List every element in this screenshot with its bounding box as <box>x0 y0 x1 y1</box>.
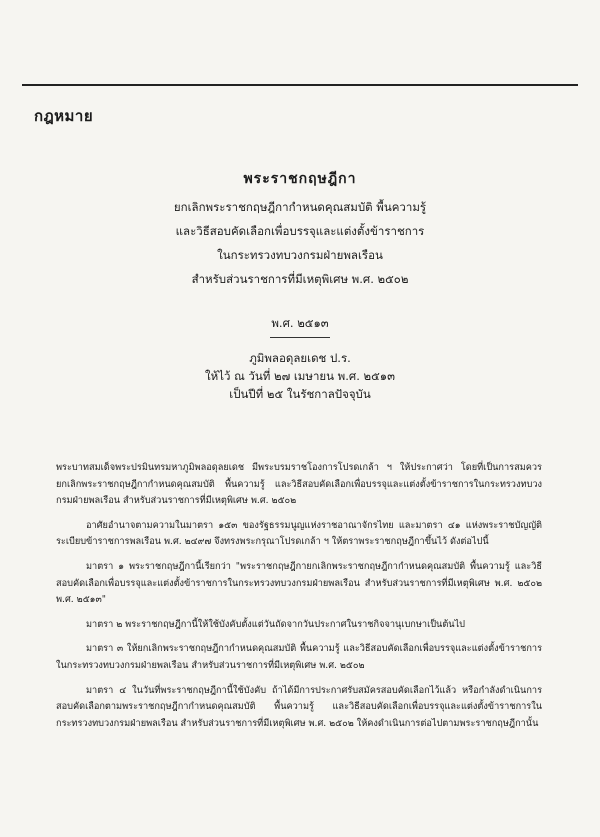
subtitle-line: ยกเลิกพระราชกฤษฎีกากำหนดคุณสมบัติ พื้นความรู้ <box>173 200 427 214</box>
subtitle-line: ในกระทรวงทบวงกรมฝ่ายพลเรือน <box>217 248 383 262</box>
decree-year <box>0 315 600 334</box>
decree-body <box>56 460 542 740</box>
signature-date: ให้ไว้ ณ วันที่ ๒๗ เมษายน พ.ศ. ๒๕๑๓ <box>205 369 395 383</box>
decree-subtitle <box>0 195 600 291</box>
subtitle-line: และวิธีสอบคัดเลือกเพื่อบรรจุและแต่งตั้งข้าราชการ <box>175 224 425 238</box>
section-3: มาตรา ๓ ให้ยกเลิกพระราชกฤษฎีกากำหนดคุณสมบัติ พื้นความรู้ และวิธีสอบคัดเลือกเพื่อบรรจุและแต่งตั้งข้าราชการในกระทรวงทบวงกรมฝ่ายพลเรือน สำหรับส่วนราชการที่มีเหตุพิเศษ พ.ศ. ๒๕๐๒ <box>56 643 542 671</box>
decree-title: พระราชกฤษฎีกา <box>243 171 357 187</box>
royal-signature-block <box>0 349 600 403</box>
header-rule <box>22 84 578 86</box>
section-4: มาตรา ๔ ในวันที่พระราชกฤษฎีกานี้ใช้บังคับ ถ้าได้มีการประกาศรับสมัครสอบคัดเลือกไว้แล้ว หรือกำลังดำเนินการสอบคัดเลือกตามพระราชกฤษฎีกากำหนดคุณสมบัติ พื้นความรู้ และวิธีสอบคัดเลือกเพื่อบรรจุและแต่งตั้งข้าราชการในกระทรวงทบวงกรมฝ่ายพลเรือน สำหรับส่วนราชการที่มีเหตุพิเศษ พ.ศ. ๒๕๐๒ ให้คงดำเนินการต่อไปตามพระราชกฤษฎีกานั้น <box>56 684 542 729</box>
body-paragraph: พระบาทสมเด็จพระปรมินทรมหาภูมิพลอดุลยเดช มีพระบรมราชโองการโปรดเกล้า ฯ ให้ประกาศว่า โดยที่เป็นการสมควรยกเลิกพระราชกฤษฎีกากำหนดคุณสมบัติ พื้นความรู้ และวิธีสอบคัดเลือกเพื่อบรรจุและแต่งตั้งข้าราชการในกระทรวงทบวงกรมฝ่ายพลเรือน สำหรับส่วนราชการที่มีเหตุพิเศษ พ.ศ. ๒๕๐๒ <box>56 462 542 507</box>
subtitle-line: สำหรับส่วนราชการที่มีเหตุพิเศษ พ.ศ. ๒๕๐๒ <box>191 272 409 286</box>
section-2: มาตรา ๒ พระราชกฤษฎีกานี้ให้ใช้บังคับตั้งแต่วันถัดจากวันประกาศในราชกิจจานุเบกษาเป็นต้นไป <box>86 618 466 630</box>
section-1: มาตรา ๑ พระราชกฤษฎีกานี้เรียกว่า "พระราชกฤษฎีกายกเลิกพระราชกฤษฎีกากำหนดคุณสมบัติ พื้นความรู้ และวิธีสอบคัดเลือกเพื่อบรรจุและแต่งตั้งข้าราชการในกระทรวงทบวงกรมฝ่ายพลเรือน สำหรับส่วนราชการที่มีเหตุพิเศษ พ.ศ. ๒๕๐๒ พ.ศ. ๒๕๑๓" <box>56 560 542 606</box>
body-paragraph: อาศัยอำนาจตามความในมาตรา ๑๕๓ ของรัฐธรรมนูญแห่งราชอาณาจักรไทย และมาตรา ๔๑ แห่งพระราชบัญญัติระเบียบข้าราชการพลเรือน พ.ศ. ๒๔๙๗ จึงทรงพระกรุณาโปรดเกล้า ฯ ให้ตราพระราชกฤษฎีกาขึ้นไว้ ดังต่อไปนี้ <box>56 519 542 548</box>
year-underline <box>270 337 330 338</box>
reign-year: เป็นปีที่ ๒๕ ในรัชกาลปัจจุบัน <box>229 387 371 401</box>
year-text: พ.ศ. ๒๕๑๓ <box>271 316 329 330</box>
section-label: กฎหมาย <box>34 107 94 125</box>
signature-name: ภูมิพลอดุลยเดช ป.ร. <box>249 351 351 365</box>
